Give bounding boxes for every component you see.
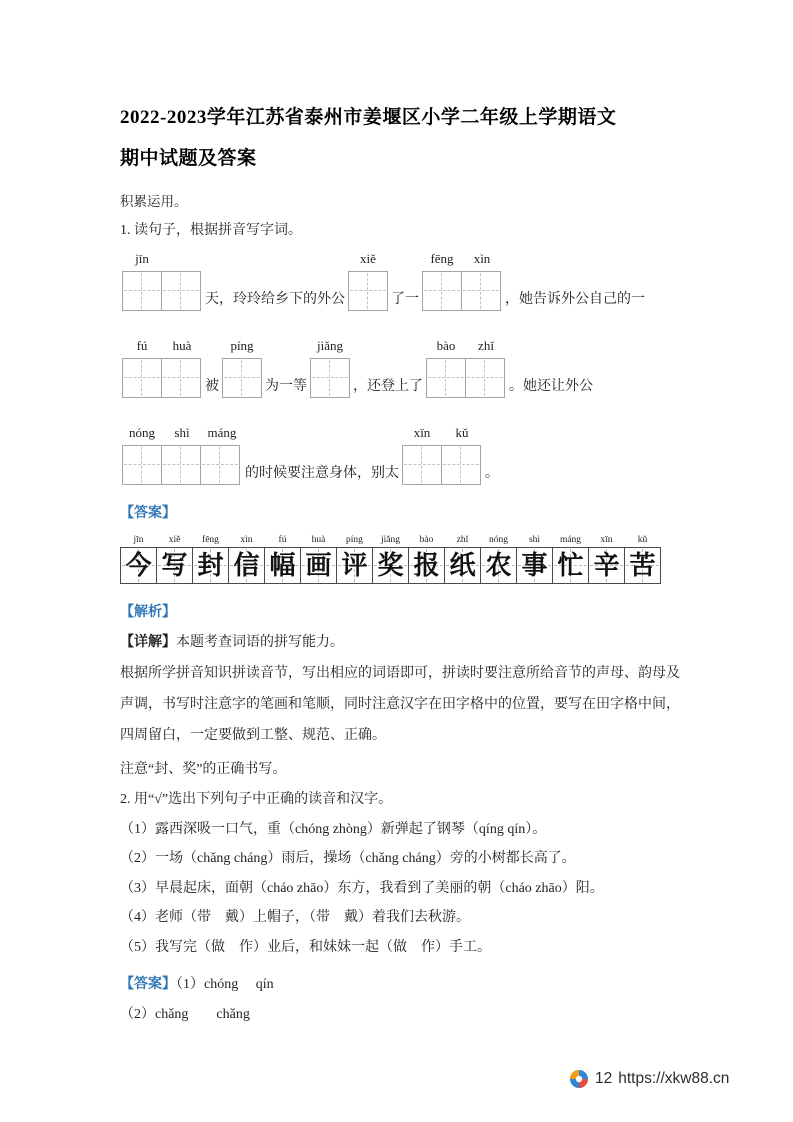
- answer-grid-column: [264, 533, 301, 584]
- answer-tianzige-cell: [336, 547, 373, 584]
- pinyin-labels: [222, 338, 262, 353]
- question-2-item-4: （4）老师（带 戴）上帽子，（带 戴）着我们去秋游。: [120, 910, 470, 925]
- tianzige-grid-group: [348, 251, 388, 311]
- tianzige-grid: [422, 271, 502, 311]
- answer-tianzige-cell: [408, 547, 445, 584]
- pinyin-label: nóng: [129, 425, 155, 440]
- pinyin-label: píng: [230, 338, 254, 353]
- pinyin-labels: [426, 338, 506, 353]
- answer-pinyin-label: kǔ: [637, 535, 648, 545]
- page-number: 12: [595, 1070, 613, 1087]
- pinyin-labels: [122, 251, 202, 266]
- page-title: [120, 97, 693, 179]
- tianzige-grid: [348, 271, 388, 311]
- tianzige-grid: [122, 271, 202, 311]
- pinyin-label: [162, 251, 202, 266]
- answer-grid: [120, 533, 693, 584]
- tianzige-grid-group: [222, 338, 262, 398]
- answer-grid-column: [372, 533, 409, 584]
- answer-tianzige-cell: [624, 547, 661, 584]
- answer-grid-column: [120, 533, 157, 584]
- pinyin-label: máng: [207, 425, 237, 440]
- tianzige-cell: [122, 271, 162, 311]
- answer-grid-column: [588, 533, 625, 584]
- tianzige-grid-group: [122, 425, 242, 485]
- answer-pinyin-label: fēng: [202, 535, 219, 545]
- pinyin-label: zhǐ: [478, 338, 494, 353]
- detail-text: 本题考查词语的拼写能力。: [176, 635, 344, 650]
- footer-url[interactable]: https://xkw88.cn: [618, 1070, 730, 1087]
- tianzige-cell: [161, 445, 201, 485]
- sentence-text: 。她还让外公: [509, 379, 593, 394]
- answer-grid-column: [516, 533, 553, 584]
- sentence-text: 被: [205, 379, 219, 394]
- pinyin-fill-row: [120, 338, 693, 398]
- answer-grid-column: [228, 533, 265, 584]
- answer-character: 报: [413, 550, 440, 580]
- paragraph-line-2: 声调，书写时注意字的笔画和笔顺，同时注意汉字在田字格中的位置，要写在田字格中间，: [120, 697, 680, 712]
- answer-tianzige-cell: [228, 547, 265, 584]
- answer-pinyin-label: píng: [346, 535, 363, 545]
- sentence-text: 。: [485, 466, 499, 481]
- answer-pinyin-label: huà: [311, 535, 326, 545]
- answer-pinyin-label: jīn: [133, 535, 144, 545]
- answer-pinyin-label: nóng: [489, 535, 508, 545]
- tianzige-cell: [422, 271, 462, 311]
- title-line-2: 期中试题及答案: [120, 148, 257, 169]
- answer-tianzige-cell: [444, 547, 481, 584]
- answer-tianzige-cell: [372, 547, 409, 584]
- pinyin-label: jiǎng: [317, 338, 343, 353]
- question-2-item-1: （1）露西深吸一口气，重（chóng zhòng）新弹起了钢琴（qíng qín）。: [120, 821, 547, 837]
- question-2-answer-line-1: [120, 970, 693, 1000]
- pinyin-label: fēng: [430, 251, 454, 266]
- tianzige-grid-group: [310, 338, 350, 398]
- answer-tianzige-cell: [120, 547, 157, 584]
- pinyin-label: fú: [136, 338, 148, 353]
- answer-grid-column: [192, 533, 229, 584]
- analysis-label: 【解析】: [120, 605, 176, 620]
- tianzige-grid-group: [122, 338, 202, 398]
- answer-grid-column: [408, 533, 445, 584]
- pinyin-label: xīn: [413, 425, 431, 440]
- answer-character: 纸: [449, 550, 476, 580]
- answer-tianzige-cell: [552, 547, 589, 584]
- sentence-text: 的时候要注意身体，别太: [245, 466, 399, 481]
- answer-character: 评: [341, 550, 368, 580]
- answer-character: 封: [197, 550, 224, 580]
- answer-character: 今: [125, 550, 152, 580]
- detail-line: [120, 628, 693, 658]
- answer-pinyin-label: xìn: [240, 535, 253, 545]
- answer-pinyin-label: xīn: [600, 535, 613, 545]
- answer-character: 画: [305, 550, 332, 580]
- pinyin-labels: [402, 425, 482, 440]
- answer-pinyin-label: máng: [559, 535, 582, 545]
- answer-pinyin-label: fú: [278, 535, 287, 545]
- answer-tianzige-cell: [516, 547, 553, 584]
- answer-grid-column: [480, 533, 517, 584]
- site-logo-icon: [569, 1069, 589, 1089]
- tianzige-cell: [222, 358, 262, 398]
- pinyin-label: xìn: [473, 251, 491, 266]
- tianzige-grid-group: [122, 251, 202, 311]
- answer-character: 苦: [629, 550, 656, 580]
- tianzige-cell: [348, 271, 388, 311]
- paragraph-line-3: 四周留白，一定要做到工整、规范、正确。: [120, 728, 386, 743]
- question-2-item-5: （5）我写完（做 作）业后，和妹妹一起（做 作）手工。: [120, 939, 491, 955]
- paragraph-line-1: 根据所学拼音知识拼读音节，写出相应的词语即可，拼读时要注意所给音节的声母、韵母及: [120, 666, 680, 681]
- pinyin-label: huà: [172, 338, 192, 353]
- question-2-item-3: （3）早晨起床，面朝（cháo zhāo）东方，我看到了美丽的朝（cháo zhāo）阳。: [120, 880, 604, 896]
- answer-grid-column: [624, 533, 661, 584]
- answer-pinyin-label: jiǎng: [381, 535, 400, 545]
- pinyin-label: kǔ: [455, 425, 469, 440]
- question-1-stem: 1. 读句子，根据拼音写字词。: [120, 223, 302, 238]
- answer-grid-column: [300, 533, 337, 584]
- tianzige-cell: [161, 271, 201, 311]
- title-line-1: 2022-2023学年江苏省泰州市姜堰区小学二年级上学期语文: [120, 107, 617, 128]
- answer-tianzige-cell: [264, 547, 301, 584]
- tianzige-cell: [461, 271, 501, 311]
- pinyin-fill-row: [120, 251, 693, 311]
- tianzige-grid-group: [422, 251, 502, 311]
- question-2-answer-line-2: （2）chǎng chǎng: [120, 1007, 250, 1022]
- sentence-text: 天，玲玲给乡下的外公: [205, 292, 345, 307]
- answer-character: 事: [521, 550, 548, 580]
- fill-rows: [120, 251, 693, 485]
- page-footer: [569, 1069, 729, 1089]
- tianzige-grid: [426, 358, 506, 398]
- tianzige-grid: [402, 445, 482, 485]
- answer-tianzige-cell: [300, 547, 337, 584]
- sentence-text: ，还登上了: [353, 379, 423, 394]
- answer-tianzige-cell: [156, 547, 193, 584]
- answer-label: 【答案】: [120, 506, 176, 521]
- tianzige-cell: [402, 445, 442, 485]
- answer-tianzige-cell: [480, 547, 517, 584]
- answer-text-1: （1）chóng qín: [176, 977, 274, 992]
- pinyin-labels: [122, 338, 202, 353]
- answer-grid-column: [444, 533, 481, 584]
- answer-grid-column: [552, 533, 589, 584]
- tianzige-grid: [222, 358, 262, 398]
- tianzige-cell: [161, 358, 201, 398]
- tianzige-grid: [122, 445, 242, 485]
- section-heading: 积累运用。: [120, 194, 188, 209]
- answer-tianzige-cell: [588, 547, 625, 584]
- tianzige-cell: [122, 358, 162, 398]
- answer-character: 辛: [593, 550, 620, 580]
- answer-character: 忙: [557, 550, 584, 580]
- pinyin-fill-row: [120, 425, 693, 485]
- pinyin-label: bào: [436, 338, 456, 353]
- answer-grid-column: [336, 533, 373, 584]
- answer-pinyin-label: shì: [528, 535, 541, 545]
- tianzige-grid: [122, 358, 202, 398]
- answer-character: 幅: [269, 550, 296, 580]
- answer-character: 奖: [377, 550, 404, 580]
- sentence-text: ，她告诉外公自己的一: [505, 292, 645, 307]
- tianzige-cell: [465, 358, 505, 398]
- answer-grid-column: [156, 533, 193, 584]
- answer-label: 【答案】: [120, 977, 176, 992]
- tianzige-cell: [441, 445, 481, 485]
- answer-tianzige-cell: [192, 547, 229, 584]
- sentence-text: 了一: [391, 292, 419, 307]
- analysis-note: 注意“封、奖”的正确书写。: [120, 762, 287, 777]
- tianzige-grid: [310, 358, 350, 398]
- question-2-stem: 2. 用“√”选出下列句子中正确的读音和汉字。: [120, 792, 393, 807]
- tianzige-grid-group: [426, 338, 506, 398]
- pinyin-labels: [348, 251, 388, 266]
- tianzige-grid-group: [402, 425, 482, 485]
- answer-character: 写: [161, 550, 188, 580]
- pinyin-label: xiě: [360, 251, 376, 266]
- sentence-text: 为一等: [265, 379, 307, 394]
- pinyin-labels: [422, 251, 502, 266]
- pinyin-labels: [310, 338, 350, 353]
- answer-pinyin-label: xiě: [168, 535, 181, 545]
- pinyin-label: shì: [174, 425, 190, 440]
- analysis-paragraph: [120, 658, 693, 751]
- tianzige-cell: [310, 358, 350, 398]
- pinyin-labels: [122, 425, 242, 440]
- tianzige-cell: [122, 445, 162, 485]
- detail-label: 【详解】: [120, 635, 176, 650]
- answer-character: 农: [485, 550, 512, 580]
- answer-pinyin-label: bào: [419, 535, 434, 545]
- tianzige-cell: [200, 445, 240, 485]
- pinyin-label: jīn: [135, 251, 149, 266]
- question-2-item-2: （2）一场（chǎng cháng）雨后，操场（chǎng cháng）旁的小树都长高了。: [120, 851, 576, 866]
- answer-character: 信: [233, 550, 260, 580]
- answer-pinyin-label: zhǐ: [456, 535, 469, 545]
- tianzige-cell: [426, 358, 466, 398]
